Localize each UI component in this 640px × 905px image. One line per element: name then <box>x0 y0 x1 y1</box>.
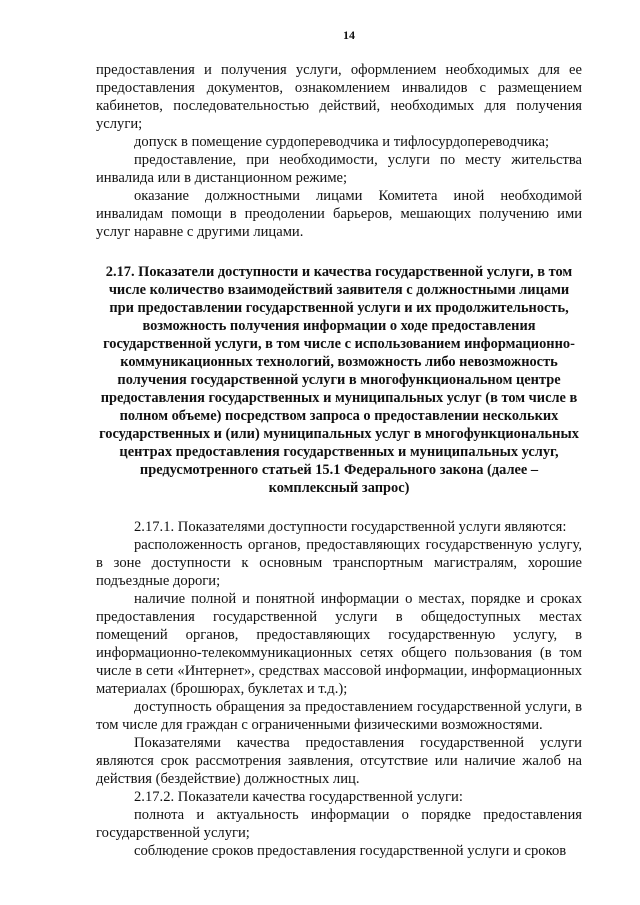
page-number: 14 <box>343 28 355 42</box>
paragraph-continuation: предоставления и получения услуги, оформлением необходимых для ее предоставления документов, ознакомлением инвалидов с размещением кабинетов, последовательностью действий, необходимых для получения услуги; <box>96 62 582 132</box>
paragraph-completeness: полнота и актуальность информации о порядке предоставления государственной услуги; <box>96 807 582 841</box>
section-heading-2-17: 2.17. Показатели доступности и качества государственной услуги, в том числе количество взаимодействий заявителя с должностными лицами при предоставлении государственной услуги и их продолжительность, возможность получения информации о ходе предоставления государственной услуги, в том числе с использованием информационно-коммуникационных технологий, возможность либо невозможность получения государственной услуги в многофункциональном центре предоставления государственных и муниципальных услуг (в том числе в полном объеме) посредством запроса о предоставлении нескольких государственных и (или) муниципальных услуг в многофункциональных центрах предоставления государственных и муниципальных услуг, предусмотренного статьей 15.1 Федерального закона (далее – комплексный запрос) <box>99 264 579 496</box>
paragraph-remote-service: предоставление, при необходимости, услуги по месту жительства инвалида или в дистанционном режиме; <box>96 152 582 186</box>
paragraph-location: расположенность органов, предоставляющих государственную услугу, в зоне доступности к основным транспортным магистралям, хорошие подъездные дороги; <box>96 537 582 589</box>
paragraph-accessibility: доступность обращения за предоставлением государственной услуги, в том числе для граждан с ограниченными физическими возможностями. <box>96 699 582 733</box>
paragraph-2-17-2: 2.17.2. Показатели качества государственной услуги: <box>134 789 463 805</box>
paragraph-2-17-1: 2.17.1. Показателями доступности государственной услуги являются: <box>134 519 567 535</box>
section-body <box>96 518 582 860</box>
paragraph-deadlines: соблюдение сроков предоставления государственной услуги и сроков <box>134 843 567 859</box>
paragraph-information: наличие полной и понятной информации о местах, порядке и сроках предоставления государственной услуги в общедоступных местах помещений органов, предоставляющих государственную услугу, в информационно-телекоммуникационных сетях общего пользования (в том числе в сети «Интернет», средствах массовой информации, информационных материалах (брошюрах, буклетах и т.д.); <box>96 591 582 697</box>
paragraph-sign-interpreter: допуск в помещение сурдопереводчика и тифлосурдопереводчика; <box>134 134 550 150</box>
paragraph-quality-indicators: Показателями качества предоставления государственной услуги являются срок рассмотрения заявления, отсутствие или наличие жалоб на действия (бездействие) должностных лиц. <box>96 735 582 787</box>
paragraph-assistance: оказание должностными лицами Комитета иной необходимой инвалидам помощи в преодолении барьеров, мешающих получению ими услуг наравне с другими лицами. <box>96 188 582 240</box>
